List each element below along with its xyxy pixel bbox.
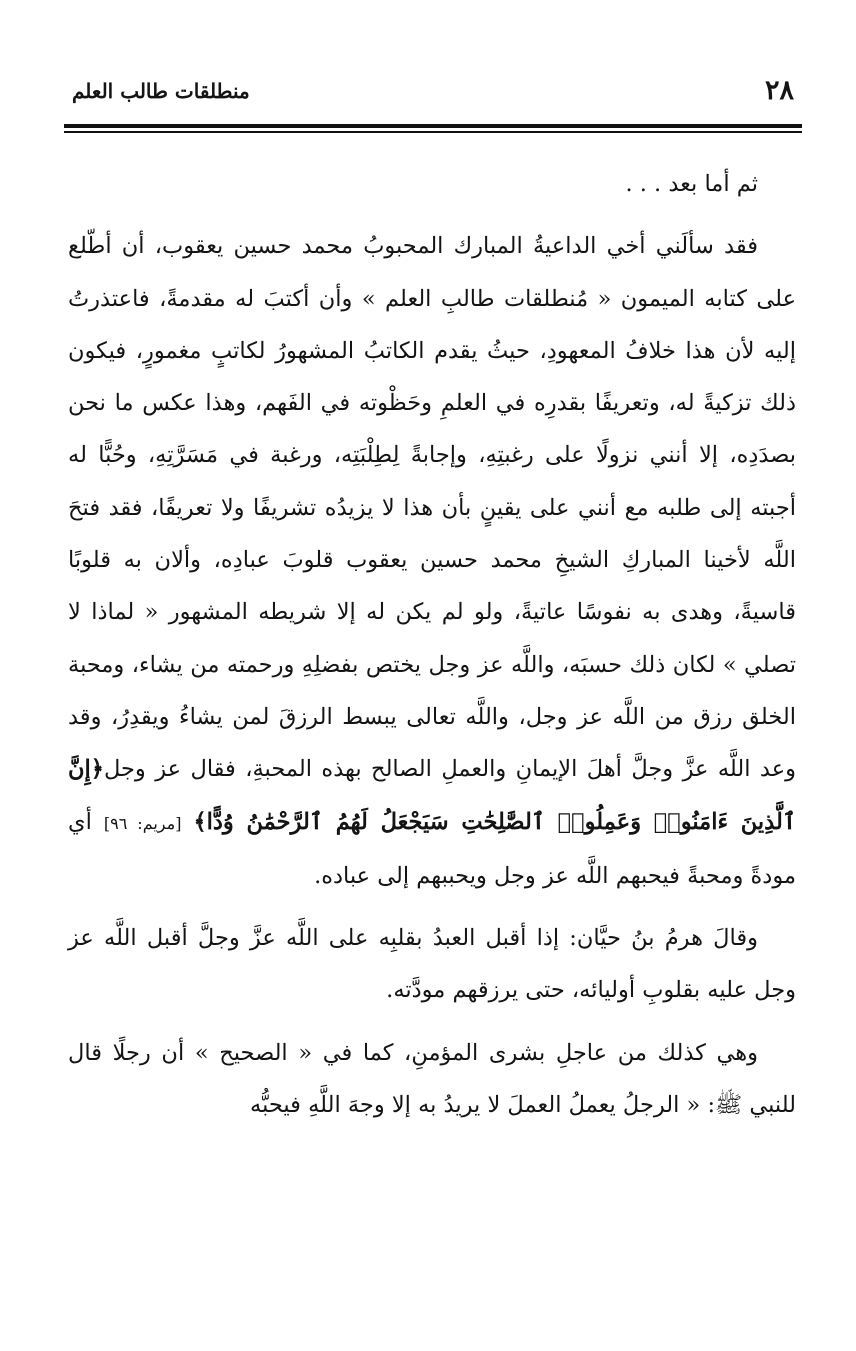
header-rule-thin (64, 131, 802, 133)
body-text (68, 158, 796, 1131)
header-rule-thick (64, 124, 802, 128)
opening-line: ثم أما بعد . . . (625, 171, 758, 197)
page-number: ٢٨ (764, 75, 794, 106)
running-header (72, 74, 794, 108)
quran-citation: [مريم: ٩٦] (103, 813, 182, 833)
paragraph-2: وقالَ هرمُ بنُ حيَّان: إذا أقبل العبدُ بقلبِه على اللَّه عزَّ وجلَّ أقبل اللَّه عز وجل عليه بقلوبِ أوليائه، حتى يرزقهم مودَّته. (68, 925, 796, 1004)
paragraph-1 (68, 220, 796, 902)
paragraph-1-end: أي مودةً ومحبةً فيحبهم اللَّه عز وجل ويحببهم إلى عباده. (68, 808, 796, 889)
paragraph-3: وهي كذلك من عاجلِ بشرى المؤمنِ، كما في « الصحيح » أن رجلًا قال للنبي ﷺ: « الرجلُ يعملُ العملَ لا يريدُ به إلا وجهَ اللَّهِ فيحبُّه (68, 1039, 796, 1119)
book-title: منطلقات طالب العلم (72, 79, 250, 103)
paragraph-1-text: فقد سألَني أخي الداعيةُ المبارك المحبوبُ محمد حسين يعقوب، أن أطّلع على كتابه الميمون « مُنطلقات طالبِ العلم » وأن أكتبَ له مقدمةً، فاعتذرتُ إليه لأن هذا خلافُ المعهودِ، حيثُ يقدم الكاتبُ المشهورُ لكاتبٍ مغمورٍ، فيكون ذلك تزكيةً له، وتعريفًا بقدرِه في العلمِ وحَظْوته في الفَهم، وهذا عكس ما نحن بصدَدِه، إلا أنني نزولًا على رغبتِهِ، وإجابةً لِطِلْبَتِه، ورغبة في مَسَرَّتِهِ، وحُبًّا له أجبته إلى طلبه مع أنني على يقينٍ بأن هذا لا يزيدُه تشريفًا ولا تعريفًا، فقد فتحَ اللَّه لأخينا المباركِ الشيخِ محمد حسين يعقوب قلوبَ عبادِه، وألان به قلوبًا قاسيةً، وهدى به نفوسًا عاتيةً، ولو لم يكن له إلا شريطه المشهور « لماذا لا تصلي » لكان ذلك حسبَه، واللَّه عز وجل يختص بفضلِهِ ورحمته من يشاء، ومحبة الخلق رزق من اللَّه عز وجل، واللَّه تعالى يبسط الرزقَ لمن يشاءُ ويقدِرُ، وقد وعد اللَّه عزَّ وجلَّ أهلَ الإيمانِ والعملِ الصالح بهذه المحبةِ، فقال عز وجل (68, 233, 796, 783)
quran-verse: ﴿إِنَّ ٱلَّذِينَ ءَامَنُوا۟ وَعَمِلُوا۟ ٱلصَّٰلِحَٰتِ سَيَجْعَلُ لَهُمُ ٱلرَّحْمَٰنُ وُدًّا﴾ (68, 756, 797, 835)
